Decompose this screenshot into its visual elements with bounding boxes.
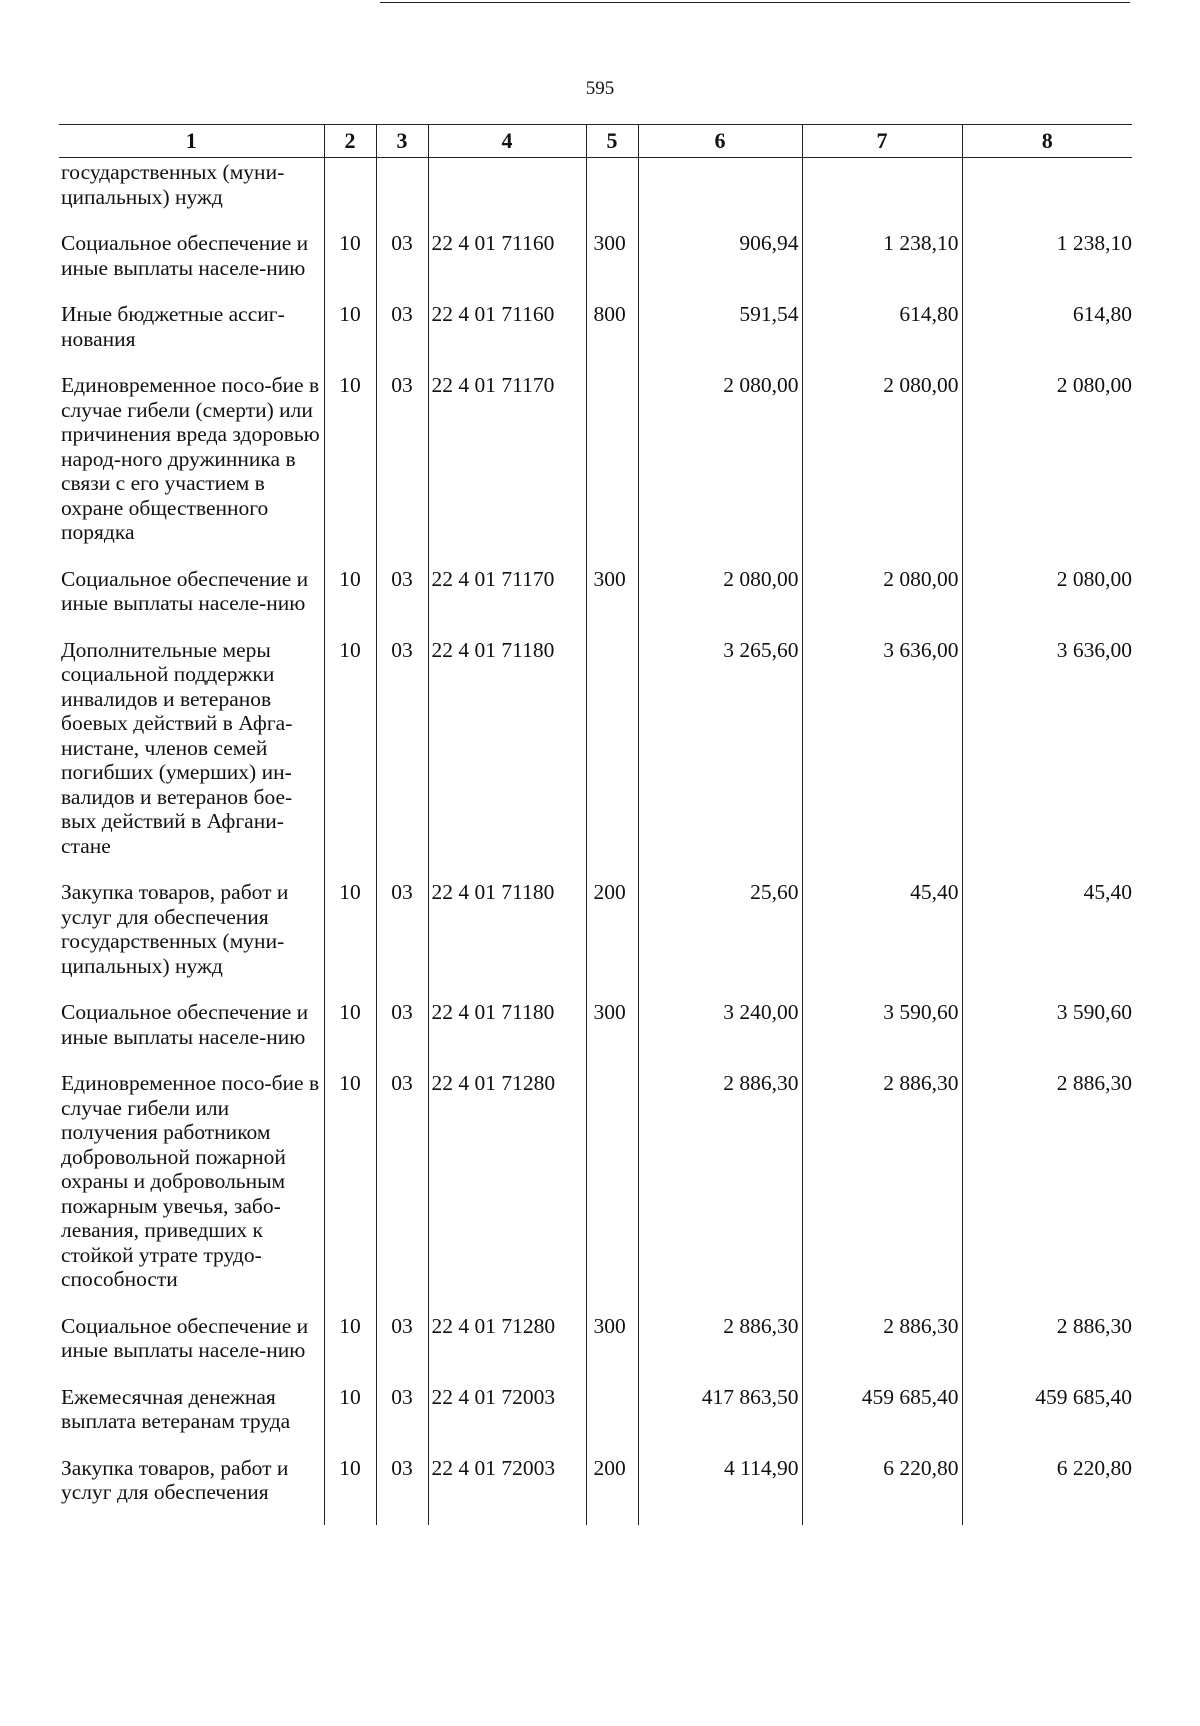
row-section: 10: [324, 565, 376, 616]
row-spacer: [59, 616, 1132, 636]
table-row: [59, 1069, 1132, 1292]
row-value-col7: 1 238,10: [802, 229, 962, 280]
row-subsection: 03: [376, 229, 428, 280]
spacer-cell: [59, 978, 324, 998]
row-name: Ежемесячная денежная выплата ветеранам труда: [61, 1384, 291, 1433]
spacer-cell: [324, 1049, 376, 1069]
top-rule: [380, 2, 1130, 3]
row-name: Единовременное посо-бие в случае гибели (смерти) или причинения вреда здоровью народ-ного дружинника в связи с его участием в охране общественного порядка: [61, 373, 320, 544]
spacer-cell: [428, 280, 586, 300]
spacer-cell: [638, 545, 802, 565]
row-subsection: 03: [376, 878, 428, 978]
spacer-cell: [802, 209, 962, 229]
spacer-cell: [802, 1292, 962, 1312]
spacer-cell: [376, 858, 428, 878]
row-name: Социальное обеспечение и иные выплаты населе-нию: [61, 1000, 309, 1049]
row-name: Иные бюджетные ассиг-нования: [61, 302, 285, 351]
spacer-cell: [638, 1505, 802, 1525]
row-expense-type: [586, 158, 638, 210]
row-value-col8: 2 886,30: [962, 1069, 1132, 1292]
row-value-col8: 1 238,10: [962, 229, 1132, 280]
table-row: [59, 878, 1132, 978]
header-row: [59, 125, 1132, 158]
row-expense-type: [586, 1069, 638, 1292]
page-number: 595: [585, 78, 615, 99]
row-section: 10: [324, 229, 376, 280]
row-section: 10: [324, 1383, 376, 1434]
row-spacer: [59, 858, 1132, 878]
spacer-cell: [962, 1505, 1132, 1525]
row-value-col8: 459 685,40: [962, 1383, 1132, 1434]
spacer-cell: [802, 351, 962, 371]
row-expense-type: 300: [586, 565, 638, 616]
table-row: [59, 371, 1132, 545]
row-subsection: 03: [376, 565, 428, 616]
row-name: Социальное обеспечение и иные выплаты населе-нию: [61, 231, 309, 280]
spacer-cell: [962, 858, 1132, 878]
spacer-cell: [802, 1049, 962, 1069]
spacer-cell: [376, 1505, 428, 1525]
row-name: Социальное обеспечение и иные выплаты населе-нию: [61, 1313, 309, 1362]
row-section: 10: [324, 1454, 376, 1505]
row-expense-type: 200: [586, 1454, 638, 1505]
row-target-code: 22 4 01 72003: [428, 1383, 586, 1434]
row-name: Закупка товаров, работ и услуг для обеспечения: [61, 1455, 289, 1504]
row-target-code: 22 4 01 72003: [428, 1454, 586, 1505]
spacer-cell: [324, 1292, 376, 1312]
spacer-cell: [802, 1505, 962, 1525]
row-value-col7: 6 220,80: [802, 1454, 962, 1505]
spacer-cell: [324, 978, 376, 998]
row-expense-type: 300: [586, 1312, 638, 1363]
row-spacer: [59, 209, 1132, 229]
spacer-cell: [59, 1049, 324, 1069]
table-row: [59, 998, 1132, 1049]
row-spacer: [59, 280, 1132, 300]
spacer-cell: [376, 351, 428, 371]
header-col-1: 1: [59, 125, 324, 158]
spacer-cell: [59, 858, 324, 878]
table-row: [59, 158, 1132, 210]
spacer-cell: [638, 351, 802, 371]
spacer-cell: [586, 616, 638, 636]
spacer-cell: [586, 1292, 638, 1312]
spacer-cell: [638, 616, 802, 636]
row-target-code: 22 4 01 71180: [428, 636, 586, 859]
row-value-col6: 3 240,00: [638, 998, 802, 1049]
row-section: [324, 158, 376, 210]
spacer-cell: [59, 1292, 324, 1312]
row-value-col6: 2 080,00: [638, 371, 802, 545]
spacer-cell: [586, 1363, 638, 1383]
spacer-cell: [324, 1505, 376, 1525]
row-value-col6: 906,94: [638, 229, 802, 280]
spacer-cell: [376, 1363, 428, 1383]
spacer-cell: [428, 209, 586, 229]
spacer-cell: [962, 209, 1132, 229]
spacer-cell: [428, 1363, 586, 1383]
spacer-cell: [638, 1434, 802, 1454]
spacer-cell: [428, 351, 586, 371]
spacer-cell: [376, 1434, 428, 1454]
row-value-col7: 2 886,30: [802, 1312, 962, 1363]
spacer-cell: [324, 616, 376, 636]
table-row: [59, 229, 1132, 280]
spacer-cell: [586, 351, 638, 371]
table-row: [59, 300, 1132, 351]
spacer-cell: [59, 1505, 324, 1525]
spacer-cell: [59, 1434, 324, 1454]
row-value-col7: 45,40: [802, 878, 962, 978]
row-target-code: 22 4 01 71160: [428, 300, 586, 351]
row-expense-type: 300: [586, 998, 638, 1049]
budget-table: [59, 124, 1132, 1525]
row-name: Социальное обеспечение и иные выплаты населе-нию: [61, 566, 309, 615]
row-spacer: [59, 1505, 1132, 1525]
spacer-cell: [59, 616, 324, 636]
spacer-cell: [324, 280, 376, 300]
spacer-cell: [962, 1049, 1132, 1069]
spacer-cell: [962, 1292, 1132, 1312]
row-target-code: 22 4 01 71280: [428, 1069, 586, 1292]
row-value-col7: 3 636,00: [802, 636, 962, 859]
spacer-cell: [428, 616, 586, 636]
spacer-cell: [586, 280, 638, 300]
row-spacer: [59, 1434, 1132, 1454]
row-target-code: 22 4 01 71170: [428, 371, 586, 545]
row-value-col6: 3 265,60: [638, 636, 802, 859]
row-name: государственных (муни-ципальных) нужд: [61, 160, 285, 209]
spacer-cell: [376, 280, 428, 300]
spacer-cell: [586, 1434, 638, 1454]
spacer-cell: [962, 351, 1132, 371]
row-target-code: [428, 158, 586, 210]
spacer-cell: [428, 978, 586, 998]
table-row: [59, 636, 1132, 859]
spacer-cell: [962, 545, 1132, 565]
row-value-col6: 417 863,50: [638, 1383, 802, 1434]
spacer-cell: [324, 1363, 376, 1383]
spacer-cell: [376, 545, 428, 565]
spacer-cell: [802, 280, 962, 300]
row-value-col8: 45,40: [962, 878, 1132, 978]
spacer-cell: [586, 1505, 638, 1525]
row-name: Дополнительные меры социальной поддержки инвалидов и ветеранов боевых действий в Афга-нистане, членов семей погибших (умерших) ин-валидов и ветеранов бое-вых действий в Афгани-стане: [61, 637, 293, 858]
row-section: 10: [324, 878, 376, 978]
header-col-4: 4: [428, 125, 586, 158]
header-col-8: 8: [962, 125, 1132, 158]
spacer-cell: [586, 209, 638, 229]
row-expense-type: [586, 636, 638, 859]
row-subsection: 03: [376, 1312, 428, 1363]
row-subsection: 03: [376, 1383, 428, 1434]
spacer-cell: [59, 280, 324, 300]
spacer-cell: [59, 351, 324, 371]
row-target-code: 22 4 01 71280: [428, 1312, 586, 1363]
spacer-cell: [962, 1363, 1132, 1383]
spacer-cell: [962, 978, 1132, 998]
row-expense-type: 800: [586, 300, 638, 351]
spacer-cell: [586, 978, 638, 998]
table-row: [59, 1383, 1132, 1434]
spacer-cell: [428, 1505, 586, 1525]
spacer-cell: [324, 545, 376, 565]
table-row: [59, 1312, 1132, 1363]
row-name: Закупка товаров, работ и услуг для обеспечения государственных (муни-ципальных) нужд: [61, 880, 289, 978]
row-section: 10: [324, 998, 376, 1049]
spacer-cell: [324, 351, 376, 371]
spacer-cell: [962, 280, 1132, 300]
spacer-cell: [962, 1434, 1132, 1454]
spacer-cell: [638, 209, 802, 229]
row-value-col6: 2 886,30: [638, 1069, 802, 1292]
row-section: 10: [324, 636, 376, 859]
row-name: Единовременное посо-бие в случае гибели или получения работником добровольной пожарной охраны и добровольным пожарным увечья, забо-левания, приведших к стойкой утрате трудо-способности: [61, 1071, 320, 1291]
spacer-cell: [638, 858, 802, 878]
row-value-col8: [962, 158, 1132, 210]
row-spacer: [59, 1363, 1132, 1383]
row-value-col7: 614,80: [802, 300, 962, 351]
row-subsection: 03: [376, 371, 428, 545]
row-value-col8: 3 590,60: [962, 998, 1132, 1049]
spacer-cell: [376, 1049, 428, 1069]
row-spacer: [59, 351, 1132, 371]
spacer-cell: [802, 616, 962, 636]
row-value-col7: 2 080,00: [802, 371, 962, 545]
row-value-col8: 2 886,30: [962, 1312, 1132, 1363]
row-spacer: [59, 545, 1132, 565]
row-value-col7: 2 886,30: [802, 1069, 962, 1292]
spacer-cell: [638, 280, 802, 300]
spacer-cell: [59, 1363, 324, 1383]
row-subsection: 03: [376, 300, 428, 351]
row-value-col8: 6 220,80: [962, 1454, 1132, 1505]
row-value-col6: 591,54: [638, 300, 802, 351]
spacer-cell: [638, 978, 802, 998]
row-value-col6: 25,60: [638, 878, 802, 978]
table-row: [59, 1454, 1132, 1505]
row-section: 10: [324, 1069, 376, 1292]
spacer-cell: [324, 209, 376, 229]
header-col-6: 6: [638, 125, 802, 158]
header-col-2: 2: [324, 125, 376, 158]
header-col-5: 5: [586, 125, 638, 158]
table-body: [59, 158, 1132, 1525]
row-value-col8: 3 636,00: [962, 636, 1132, 859]
spacer-cell: [638, 1363, 802, 1383]
row-subsection: 03: [376, 998, 428, 1049]
row-value-col6: 2 080,00: [638, 565, 802, 616]
row-target-code: 22 4 01 71180: [428, 878, 586, 978]
row-subsection: 03: [376, 1069, 428, 1292]
row-value-col6: 2 886,30: [638, 1312, 802, 1363]
row-value-col7: 459 685,40: [802, 1383, 962, 1434]
spacer-cell: [802, 545, 962, 565]
row-value-col6: 4 114,90: [638, 1454, 802, 1505]
row-value-col6: [638, 158, 802, 210]
spacer-cell: [59, 545, 324, 565]
row-subsection: [376, 158, 428, 210]
row-section: 10: [324, 300, 376, 351]
row-value-col8: 614,80: [962, 300, 1132, 351]
row-expense-type: 200: [586, 878, 638, 978]
spacer-cell: [638, 1292, 802, 1312]
row-value-col7: 2 080,00: [802, 565, 962, 616]
row-target-code: 22 4 01 71180: [428, 998, 586, 1049]
header-col-7: 7: [802, 125, 962, 158]
row-spacer: [59, 978, 1132, 998]
spacer-cell: [802, 1363, 962, 1383]
row-expense-type: [586, 1383, 638, 1434]
row-value-col7: 3 590,60: [802, 998, 962, 1049]
spacer-cell: [586, 858, 638, 878]
spacer-cell: [376, 209, 428, 229]
spacer-cell: [324, 858, 376, 878]
spacer-cell: [802, 1434, 962, 1454]
row-spacer: [59, 1049, 1132, 1069]
row-target-code: 22 4 01 71160: [428, 229, 586, 280]
header-col-3: 3: [376, 125, 428, 158]
spacer-cell: [376, 1292, 428, 1312]
spacer-cell: [376, 978, 428, 998]
spacer-cell: [428, 1292, 586, 1312]
row-value-col7: [802, 158, 962, 210]
row-expense-type: 300: [586, 229, 638, 280]
spacer-cell: [428, 545, 586, 565]
row-section: 10: [324, 371, 376, 545]
row-section: 10: [324, 1312, 376, 1363]
spacer-cell: [428, 1434, 586, 1454]
row-expense-type: [586, 371, 638, 545]
spacer-cell: [428, 858, 586, 878]
spacer-cell: [962, 616, 1132, 636]
row-value-col8: 2 080,00: [962, 371, 1132, 545]
spacer-cell: [586, 1049, 638, 1069]
spacer-cell: [802, 978, 962, 998]
row-value-col8: 2 080,00: [962, 565, 1132, 616]
spacer-cell: [59, 209, 324, 229]
row-subsection: 03: [376, 636, 428, 859]
spacer-cell: [428, 1049, 586, 1069]
spacer-cell: [324, 1434, 376, 1454]
row-target-code: 22 4 01 71170: [428, 565, 586, 616]
table-row: [59, 565, 1132, 616]
spacer-cell: [586, 545, 638, 565]
spacer-cell: [376, 616, 428, 636]
spacer-cell: [638, 1049, 802, 1069]
spacer-cell: [802, 858, 962, 878]
row-subsection: 03: [376, 1454, 428, 1505]
row-spacer: [59, 1292, 1132, 1312]
